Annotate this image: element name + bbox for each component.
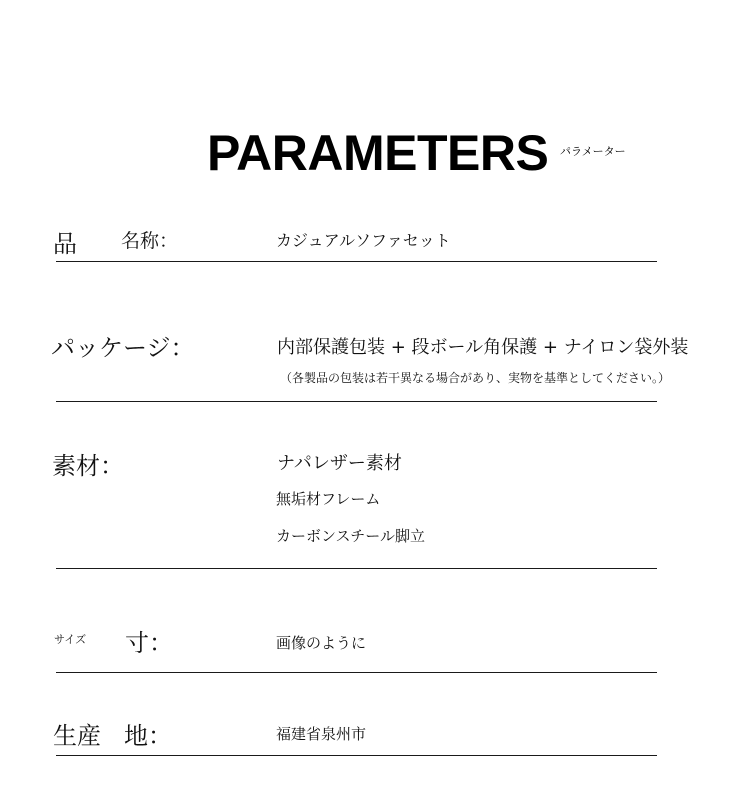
row-divider	[56, 401, 657, 402]
origin-value: 福建省泉州市	[276, 725, 367, 743]
product-name-value: カジュアルソファセット	[276, 231, 451, 250]
package-label: パッケージ：	[51, 334, 195, 362]
material-label: 素材：	[52, 452, 124, 480]
size-label: 寸：	[125, 629, 173, 657]
product-name-label: 名称：	[121, 230, 179, 252]
row-divider	[56, 672, 657, 673]
row-divider	[56, 568, 657, 569]
material-value-2: 無垢材フレーム	[276, 490, 381, 508]
page-subtitle: パラメーター	[560, 145, 626, 158]
row-divider	[56, 261, 657, 262]
size-value: 画像のように	[276, 634, 367, 652]
material-value-1: ナパレザー素材	[277, 453, 402, 474]
origin-label-prefix: 生産	[53, 722, 101, 750]
origin-label: 地：	[124, 722, 172, 750]
package-note: （各製品の包装は若干異なる場合があり、実物を基準としてください。）	[280, 371, 671, 385]
material-value-3: カーボンスチール脚立	[276, 527, 425, 545]
product-name-label-prefix: 品	[53, 230, 77, 258]
package-value: 内部保護包装 + 段ボール角保護 + ナイロン袋外装	[277, 337, 689, 358]
row-divider	[56, 755, 657, 756]
page-title: PARAMETERS	[207, 125, 549, 181]
size-label-prefix: サイズ	[54, 633, 87, 646]
